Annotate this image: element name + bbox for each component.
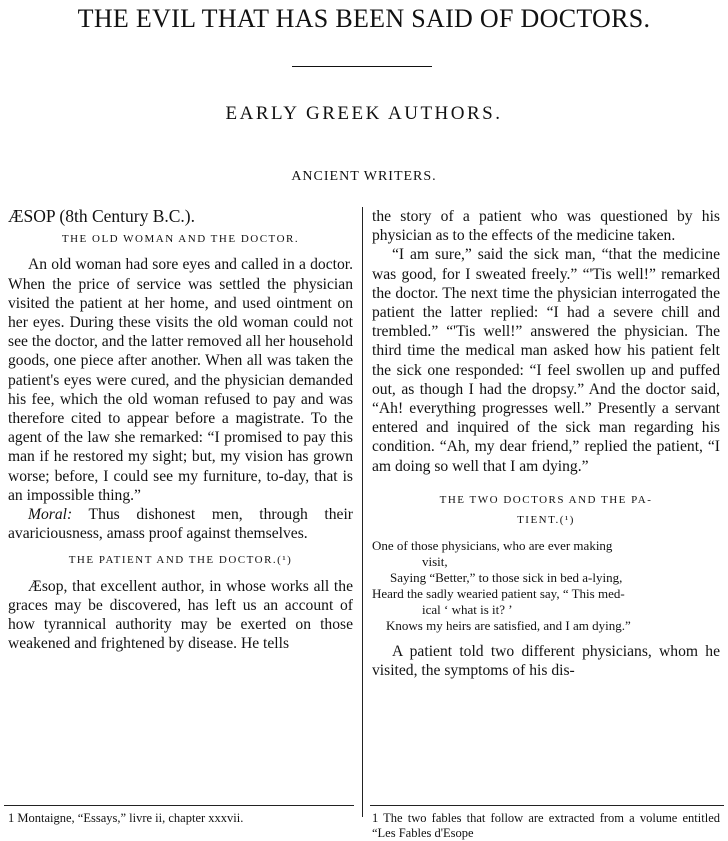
fable-paragraph: Æsop, that excellent author, in whose works all the graces may be discovered, has left us an account of how tyrannical authority may be exerted on those weakened and frightened by disease. He tells bbox=[8, 577, 353, 653]
footnote: 1 Montaigne, “Essays,” livre ii, chapter xxxvii. bbox=[8, 811, 244, 825]
column-divider bbox=[362, 207, 363, 817]
poem-line: visit, bbox=[422, 553, 448, 569]
page-title: THE EVIL THAT HAS BEEN SAID OF DOCTORS. bbox=[77, 4, 651, 33]
moral-text: Thus dishonest men, through their avariciousness, amass proof against themselves. bbox=[8, 506, 353, 543]
moral-paragraph bbox=[8, 505, 353, 543]
title-divider bbox=[292, 66, 432, 67]
left-column bbox=[8, 207, 353, 653]
footnote-rule bbox=[370, 805, 724, 806]
poem-line: ical ‘ what is it? ’ bbox=[422, 601, 513, 617]
fable-title bbox=[372, 490, 720, 530]
poem-line: Saying “Better,” to those sick in bed a-lying, bbox=[390, 569, 623, 585]
fable-title-line: THE TWO DOCTORS AND THE PA- bbox=[439, 493, 653, 506]
right-column bbox=[372, 207, 720, 680]
footnote: 1 The two fables that follow are extracted from a volume entitled “Les Fables d'Esope bbox=[372, 811, 720, 840]
fable-title-line: TIENT.(¹) bbox=[517, 513, 575, 526]
section-title: EARLY GREEK AUTHORS. bbox=[225, 103, 503, 124]
footnote-rule bbox=[4, 805, 354, 806]
poem-line: One of those physicians, who are ever making bbox=[372, 537, 613, 553]
body-paragraph: the story of a patient who was questioned by his physician as to the effects of the medicine taken. bbox=[372, 208, 720, 245]
author-heading: ÆSOP (8th Century B.C.). bbox=[8, 206, 196, 226]
moral-label: Moral: bbox=[28, 506, 73, 524]
poem-line: Heard the sadly wearied patient say, “ This med- bbox=[372, 585, 625, 601]
poem-line: Knows my heirs are satisfied, and I am dying.” bbox=[386, 617, 631, 633]
fable-title: THE OLD WOMAN AND THE DOCTOR. bbox=[61, 233, 300, 246]
body-paragraph: “I am sure,” said the sick man, “that the medicine was good, for I sweated freely.” “'Tis well!” remarked the doctor. The next time the physician interrogated the patient the latter replied: “I had a severe chill and trembled.” “'Tis well!” answered the physician. The third time the medical man asked how his patient felt the sick one responded: “I feel swollen up and puffed out, as though I had the dropsy.” And the doctor said, “Ah! everything progresses well.” Presently a servant entered and inquired of the sick man regarding his condition. “Ah, my dear friend,” replied the patient, “I am doing so well that I am dying.” bbox=[372, 246, 720, 475]
poem bbox=[372, 538, 720, 634]
fable-paragraph: An old woman had sore eyes and called in a doctor. When the price of service was settled the physician visited the patient at her home, and used ointment on her eyes. During these visits the old woman could not see the doctor, and the latter removed all her household goods, one piece after another. When all was taken the patient's eyes were cured, and the physician demanded his fee, which the old woman refused to pay and was therefore cited to appear before a magistrate. To the agent of the law she remarked: “I promised to pay this man if he restored my sight; but, my vision has grown worse; before, I could see my furniture, to-day, that is an impossible thing.” bbox=[8, 256, 353, 504]
subsection-title: ANCIENT WRITERS. bbox=[291, 169, 437, 184]
fable-title: THE PATIENT AND THE DOCTOR.(¹) bbox=[68, 554, 293, 567]
body-paragraph: A patient told two different physicians, whom he visited, the symptoms of his dis- bbox=[372, 642, 720, 680]
